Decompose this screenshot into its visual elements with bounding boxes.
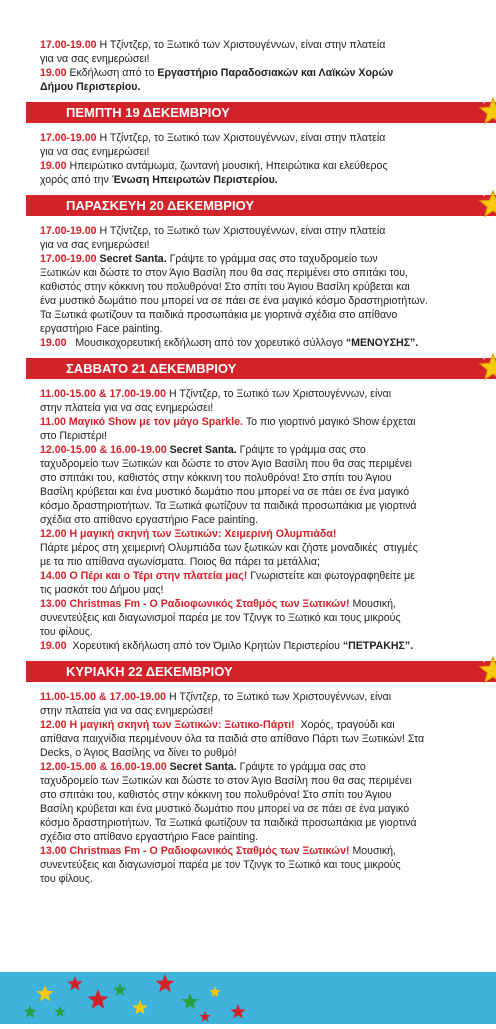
line-text: Ηπειρώτικο αντάμωμα, ζωντανή μουσική, Ηπειρώτικα και ελεύθερος xyxy=(66,160,388,172)
time-label: 19.00 xyxy=(40,67,67,79)
day-header-sunday xyxy=(26,661,496,682)
star-icon xyxy=(67,976,82,991)
schedule-line xyxy=(40,131,456,145)
schedule-line xyxy=(40,569,456,583)
event-name: Secret Santa. xyxy=(166,761,237,773)
line-text: σχέδια στο απίθανο εργαστήριο Face painting. xyxy=(40,514,259,526)
section-saturday xyxy=(0,387,496,653)
schedule-line xyxy=(40,625,456,639)
time-label: 17.00-19.00 xyxy=(40,225,97,237)
line-text: Ξωτικών και δώστε το στον Άγιο Βασίλη που θα σας περιμένει στο σπιτάκι του, xyxy=(40,267,408,279)
line-text: Γράψτε το γράμμα σας στο ταχυδρομείο των xyxy=(166,253,378,265)
stars-decoration-icon xyxy=(0,972,496,1024)
schedule-line xyxy=(40,611,456,625)
line-text: Η Τζίντζερ, το Ξωτικό των Χριστουγέννων, είναι xyxy=(166,691,392,703)
line-text: Η Τζίντζερ, το Ξωτικό των Χριστουγέννων, είναι στην πλατεία xyxy=(96,39,386,51)
line-text: Χορευτική εκδήλωση από τον Όμιλο Κρητών Περιστερίου xyxy=(66,640,343,652)
schedule-line xyxy=(40,80,456,94)
line-text: στην πλατεία για να σας ενημερώσει! xyxy=(40,402,214,414)
line-text: Εκδήλωση από το xyxy=(66,67,158,79)
event-highlight: Η μαγική σκηνή των Ξωτικών: Ξωτικο-Πάρτι! xyxy=(66,719,295,731)
schedule-line xyxy=(40,280,456,294)
time-label: 17.00-19.00 xyxy=(40,253,97,265)
line-text: στην πλατεία για να σας ενημερώσει! xyxy=(40,705,214,717)
event-name: Εργαστήριο Παραδοσιακών και Λαϊκών Χορών xyxy=(157,67,394,79)
line-text: Γνωριστείτε και φωτογραφηθείτε με xyxy=(247,570,415,582)
section-sunday xyxy=(0,690,496,886)
star-icon xyxy=(476,187,496,221)
event-highlight: Christmas Fm - Ο Ραδιοφωνικός Σταθμός των Ξωτικών! xyxy=(66,845,350,857)
star-icon xyxy=(54,1006,65,1017)
schedule-line xyxy=(40,429,456,443)
schedule-line xyxy=(40,718,456,732)
schedule-line xyxy=(40,513,456,527)
star-icon xyxy=(209,986,220,997)
schedule-line xyxy=(40,387,456,401)
time-label: 19.00 xyxy=(40,337,67,349)
schedule-line xyxy=(40,457,456,471)
schedule-line xyxy=(40,336,456,350)
line-text: στο Περιστέρι! xyxy=(40,430,107,442)
line-text: Η Τζίντζερ, το Ξωτικό των Χριστουγέννων, είναι xyxy=(166,388,392,400)
time-label: 13.00 xyxy=(40,845,67,857)
schedule-line xyxy=(40,415,456,429)
line-text: Το πιο γιορτινό μαγικό Show έρχεται xyxy=(242,416,416,428)
schedule-line xyxy=(40,555,456,569)
line-text: για να σας ενημερώσει! xyxy=(40,146,150,158)
schedule-line xyxy=(40,224,456,238)
schedule-line xyxy=(40,38,456,52)
line-text: στο σπιτάκι του, καθιστός στην κόκκινη του πολυθρόνα! Στο σπίτι του Άγιου xyxy=(40,789,392,801)
schedule-line xyxy=(40,252,456,266)
section-thursday xyxy=(0,131,496,187)
line-text: για να σας ενημερώσει! xyxy=(40,239,150,251)
schedule-line xyxy=(40,499,456,513)
line-text: χορός από την xyxy=(40,174,112,186)
schedule-line xyxy=(40,238,456,252)
event-name: “ΜΕΝΟΥΣΗΣ”. xyxy=(345,337,419,349)
schedule-line xyxy=(40,760,456,774)
line-text: με τα πιο απίθανα αγωνίσματα. Ποιος θα πάρει τα μετάλλια; xyxy=(40,556,320,568)
line-text: Χορός, τραγούδι και xyxy=(294,719,395,731)
schedule-line xyxy=(40,583,456,597)
day-header-saturday xyxy=(26,358,496,379)
section-friday xyxy=(0,224,496,350)
schedule-line xyxy=(40,173,456,187)
line-text: τις μασκότ του Δήμου μας! xyxy=(40,584,164,596)
line-text: Μουσική, xyxy=(349,845,396,857)
day-header-thursday xyxy=(26,102,496,123)
time-label: 11.00-15.00 & 17.00-19.00 xyxy=(40,691,167,703)
schedule-line xyxy=(40,294,456,308)
event-name: Secret Santa. xyxy=(96,253,167,265)
star-icon xyxy=(476,94,496,128)
time-label: 12.00-15.00 & 16.00-19.00 xyxy=(40,444,167,456)
line-text: Μουσική, xyxy=(349,598,396,610)
schedule-line xyxy=(40,66,456,80)
event-name: Secret Santa. xyxy=(166,444,237,456)
line-text: συνεντεύξεις και διαγωνισμοί παρέα με τον Τζινγκ το Ξωτικό και τους μικρούς xyxy=(40,859,401,871)
schedule-line xyxy=(40,844,456,858)
line-text: Μουσικοχορευτική εκδήλωση από τον χορευτικό σύλλογο xyxy=(66,337,346,349)
schedule-line xyxy=(40,308,456,322)
schedule-line xyxy=(40,266,456,280)
line-text: καθιστός στην κόκκινη του πολυθρόνα! Στο σπίτι του Άγιου Βασίλη κρύβεται και xyxy=(40,281,410,293)
line-text: κόσμο δραστηριοτήτων. Τα Ξωτικά φωτίζουν τα παιδικά προσωπάκια με γιορτινά xyxy=(40,500,417,512)
schedule-line xyxy=(40,802,456,816)
event-highlight: Ο Πέρι και ο Τέρι στην πλατεία μας! xyxy=(66,570,248,582)
line-text: Πάρτε μέρος στη χειμερινή Ολυμπιάδα των ξωτικών και ζήστε μοναδικές στιγμές xyxy=(40,542,418,554)
star-icon xyxy=(476,653,496,687)
schedule-line xyxy=(40,159,456,173)
schedule-line xyxy=(40,746,456,760)
line-text: για να σας ενημερώσει! xyxy=(40,53,150,65)
line-text: Decks, ο Άγιος Βασίλης να δίνει το ρυθμό! xyxy=(40,747,237,759)
schedule-line xyxy=(40,704,456,718)
time-label: 12.00-15.00 & 16.00-19.00 xyxy=(40,761,167,773)
line-text: ταχυδρομείο των Ξωτικών και δώστε το στον Άγιο Βασίλη που θα σας περιμένει xyxy=(40,775,412,787)
time-label: 19.00 xyxy=(40,640,67,652)
time-label: 11.00 xyxy=(40,416,66,428)
schedule-line xyxy=(40,471,456,485)
schedule-line xyxy=(40,145,456,159)
time-label: 14.00 xyxy=(40,570,67,582)
schedule-line xyxy=(40,788,456,802)
footer-decoration xyxy=(0,972,496,1024)
line-text: συνεντεύξεις και διαγωνισμοί παρέα με τον Τζινγκ το Ξωτικό και τους μικρούς xyxy=(40,612,401,624)
line-text: Βασίλη κρύβεται και ένα μυστικό δωμάτιο που μπορεί να σε πάει σε ένα μαγικό xyxy=(40,803,410,815)
event-name: Ένωση Ηπειρωτών Περιστερίου. xyxy=(111,174,278,186)
line-text: απίθανα παιχνίδια περιμένουν όλα τα παιδιά στο απίθανο Πάρτι των Ξωτικών! Στα xyxy=(40,733,425,745)
event-name: Δήμου Περιστερίου. xyxy=(40,81,141,93)
schedule-line xyxy=(40,816,456,830)
line-text: εργαστήριο Face painting. xyxy=(40,323,163,335)
day-title: ΠΕΜΠΤΗ 19 ΔΕΚΕΜΒΡΙΟΥ xyxy=(66,105,230,120)
time-label: 19.00 xyxy=(40,160,67,172)
star-icon xyxy=(181,993,198,1009)
line-text: σχέδια στο απίθανο εργαστήριο Face painting. xyxy=(40,831,259,843)
star-icon xyxy=(156,974,175,992)
event-name: “ΠΕΤΡΑΚΗΣ”. xyxy=(342,640,414,652)
line-text: Βασίλη κρύβεται και ένα μυστικό δωμάτιο που μπορεί να σε πάει σε ένα μαγικό xyxy=(40,486,410,498)
star-icon xyxy=(113,983,126,996)
star-icon xyxy=(199,1011,210,1022)
time-label: 12.00 xyxy=(40,528,67,540)
day-title: ΚΥΡΙΑΚΗ 22 ΔΕΚΕΜΒΡΙΟΥ xyxy=(66,664,233,679)
schedule-line xyxy=(40,830,456,844)
star-icon xyxy=(132,1000,147,1015)
schedule-line xyxy=(40,52,456,66)
schedule-line xyxy=(40,443,456,457)
time-label: 13.00 xyxy=(40,598,67,610)
section-intro xyxy=(0,0,496,94)
schedule-line xyxy=(40,872,456,886)
line-text: Τα Ξωτικά φωτίζουν τα παιδικά προσωπάκια με γιορτινά σχέδια στο απίθανο xyxy=(40,309,398,321)
schedule-line xyxy=(40,732,456,746)
schedule-line xyxy=(40,541,456,555)
event-highlight: Μαγικό Show με τον μάγο Sparkle. xyxy=(65,416,243,428)
line-text: Γράψτε το γράμμα σας στο xyxy=(236,444,366,456)
day-title: ΠΑΡΑΣΚΕΥΗ 20 ΔΕΚΕΜΒΡΙΟΥ xyxy=(66,198,254,213)
schedule-line xyxy=(40,485,456,499)
event-highlight: Η μαγική σκηνή των Ξωτικών: Χειμερινή Ολυμπιάδα! xyxy=(66,528,337,540)
line-text: στο σπιτάκι του, καθιστός στην κόκκινη του πολυθρόνα! Στο σπίτι του Άγιου xyxy=(40,472,392,484)
time-label: 17.00-19.00 xyxy=(40,39,97,51)
star-icon xyxy=(88,989,109,1009)
line-text: κόσμο δραστηριοτήτων. Τα Ξωτικά φωτίζουν τα παιδικά προσωπάκια με γιορτινά xyxy=(40,817,417,829)
star-icon xyxy=(230,1004,245,1019)
time-label: 11.00-15.00 & 17.00-19.00 xyxy=(40,388,167,400)
schedule-line xyxy=(40,774,456,788)
line-text: Η Τζίντζερ, το Ξωτικό των Χριστουγέννων, είναι στην πλατεία xyxy=(96,225,386,237)
schedule-line xyxy=(40,639,456,653)
line-text: ένα μυστικό δωμάτιο που μπορεί να σε πάει σε ένα μαγικό κόσμο δραστηριοτήτων. xyxy=(40,295,428,307)
schedule-line xyxy=(40,527,456,541)
event-highlight: Christmas Fm - Ο Ραδιοφωνικός Σταθμός των Ξωτικών! xyxy=(66,598,350,610)
schedule-line xyxy=(40,401,456,415)
schedule-line xyxy=(40,690,456,704)
day-title: ΣΑΒΒΑΤΟ 21 ΔΕΚΕΜΒΡΙΟΥ xyxy=(66,361,237,376)
day-header-friday xyxy=(26,195,496,216)
schedule-line xyxy=(40,858,456,872)
line-text: του φίλους. xyxy=(40,626,93,638)
time-label: 17.00-19.00 xyxy=(40,132,97,144)
star-icon xyxy=(476,350,496,384)
line-text: Γράψτε το γράμμα σας στο xyxy=(236,761,366,773)
line-text: του φίλους. xyxy=(40,873,93,885)
schedule-line xyxy=(40,597,456,611)
star-icon xyxy=(36,985,53,1001)
time-label: 12.00 xyxy=(40,719,67,731)
schedule-line xyxy=(40,322,456,336)
star-icon xyxy=(23,1005,36,1018)
line-text: Η Τζίντζερ, το Ξωτικό των Χριστουγέννων, είναι στην πλατεία xyxy=(96,132,386,144)
line-text: ταχυδρομείο των Ξωτικών και δώστε το στον Άγιο Βασίλη που θα σας περιμένει xyxy=(40,458,412,470)
